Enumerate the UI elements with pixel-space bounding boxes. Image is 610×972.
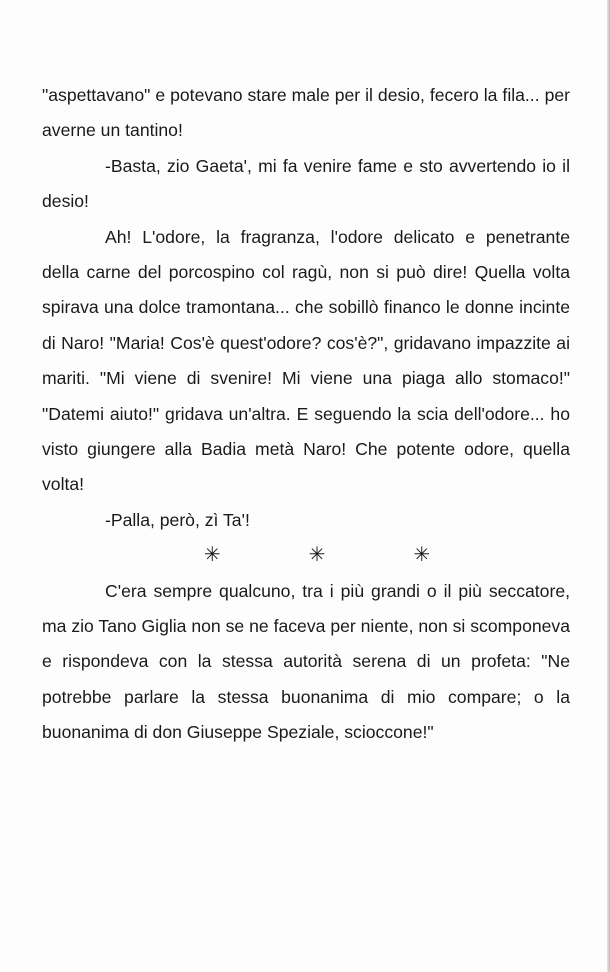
page-text xyxy=(42,78,570,751)
paragraph-1: "aspettavano" e potevano stare male per il desio, fecero la fila... per averne un tantino! xyxy=(42,85,570,141)
paragraph-5: C'era sempre qualcuno, tra i più grandi o il più seccatore, ma zio Tano Giglia non se ne faceva per niente, non si scomponeva e rispondeva con la stessa autorità serena di un profeta: "Ne potrebbe parlare la stessa buonanima di mio compare; o la buonanima di don Giuseppe Speziale, scioccone!" xyxy=(42,580,570,743)
paragraph-4: -Palla, però, zì Ta'! xyxy=(105,509,250,530)
section-separator xyxy=(42,538,570,573)
asterism-icon: ✳ xyxy=(203,544,221,567)
asterism-icon: ✳ xyxy=(413,544,431,567)
paragraph-3: Ah! L'odore, la fragranza, l'odore delicato e penetrante della carne del porcospino col ragù, non si può dire! Quella volta spirava una dolce tramontana... che sobillò financo le donne incinte di Naro! "Maria! Cos'è quest'odore? cos'è?", gridavano impazzite ai mariti. "Mi viene di svenire! Mi viene una piaga allo stomaco!" "Datemi aiuto!" gridava un'altra. E seguendo la scia dell'odore... ho visto giungere alla Badia metà Naro! Che potente odore, quella volta! xyxy=(42,226,570,495)
paragraph-2: -Basta, zio Gaeta', mi fa venire fame e sto avvertendo io il desio! xyxy=(42,155,570,212)
asterism-icon: ✳ xyxy=(308,544,326,567)
